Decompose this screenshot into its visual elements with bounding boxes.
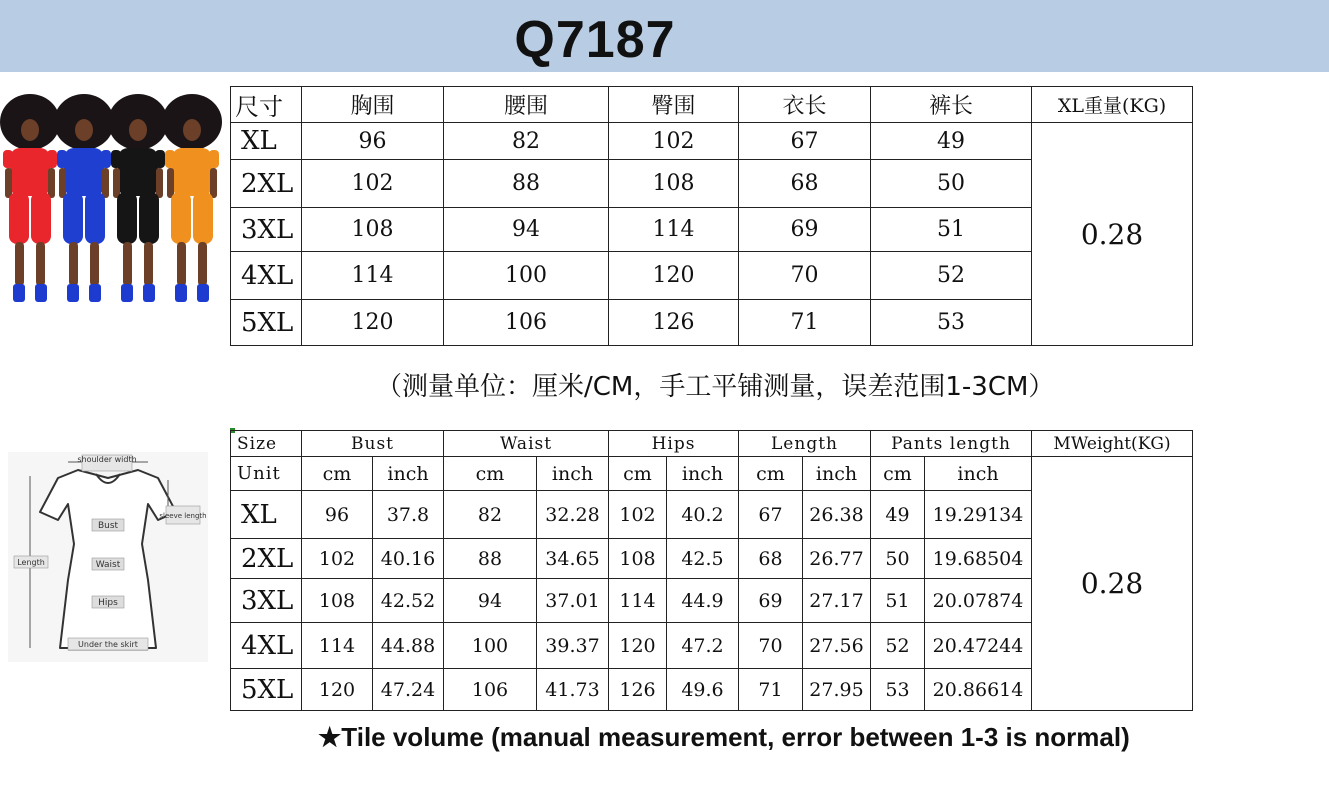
diagram-label-sleeve: sleeve length [159, 512, 207, 520]
hips-cell: 102 [609, 123, 739, 160]
hips-cell: 108 [609, 160, 739, 208]
unit-cell: inch [373, 457, 444, 491]
length-inch-cell: 26.77 [803, 539, 871, 579]
model-blue [54, 94, 114, 302]
pants-cell: 52 [871, 252, 1032, 300]
hips-cm-cell: 114 [609, 579, 667, 623]
hips-cell: 126 [609, 300, 739, 346]
weight-cell: 0.28 [1032, 123, 1193, 346]
header-cell: 尺寸 [231, 87, 302, 123]
length-cm-cell: 68 [739, 539, 803, 579]
unit-cell: cm [609, 457, 667, 491]
waist-cm-cell: 82 [444, 491, 537, 539]
bust-inch-cell: 42.52 [373, 579, 444, 623]
hips-inch-cell: 40.2 [667, 491, 739, 539]
header-cell: 腰围 [444, 87, 609, 123]
size-cell: 3XL [231, 208, 302, 252]
hips-cm-cell: 102 [609, 491, 667, 539]
diagram-label-bust: Bust [97, 521, 119, 531]
waist-cm-cell: 106 [444, 669, 537, 711]
size-cell: 5XL [231, 300, 302, 346]
length-cm-cell: 69 [739, 579, 803, 623]
waist-inch-cell: 39.37 [537, 623, 609, 669]
pants-cm-cell: 53 [871, 669, 925, 711]
measurement-note-cn: （测量单位：厘米/CM，手工平铺测量，误差范围1-3CM） [376, 372, 1055, 402]
waist-cell: 94 [444, 208, 609, 252]
waist-cell: 88 [444, 160, 609, 208]
bust-cm-cell: 102 [302, 539, 373, 579]
pants-cell: 50 [871, 160, 1032, 208]
header-cell: XL重量(KG) [1032, 87, 1193, 123]
bust-inch-cell: 44.88 [373, 623, 444, 669]
pants-cell: 49 [871, 123, 1032, 160]
bust-cell: 114 [302, 252, 444, 300]
size-cell: 4XL [231, 252, 302, 300]
unit-row [231, 457, 1193, 491]
pants-cm-cell: 51 [871, 579, 925, 623]
pants-cell: 53 [871, 300, 1032, 346]
length-cm-cell: 71 [739, 669, 803, 711]
bust-cell: 96 [302, 123, 444, 160]
hips-cm-cell: 126 [609, 669, 667, 711]
diagram-label-waist: Waist [95, 560, 121, 570]
length-cell: 70 [739, 252, 871, 300]
bust-cm-cell: 108 [302, 579, 373, 623]
pants-cm-cell: 50 [871, 539, 925, 579]
unit-cell: cm [871, 457, 925, 491]
hips-inch-cell: 42.5 [667, 539, 739, 579]
waist-cell: 100 [444, 252, 609, 300]
waist-inch-cell: 37.01 [537, 579, 609, 623]
models-photo [0, 92, 226, 316]
waist-cm-cell: 94 [444, 579, 537, 623]
hips-inch-cell: 47.2 [667, 623, 739, 669]
product-code: Q7187 [514, 11, 676, 69]
model-orange [162, 94, 222, 302]
bust-inch-cell: 40.16 [373, 539, 444, 579]
hips-cm-cell: 120 [609, 623, 667, 669]
hips-cell: 120 [609, 252, 739, 300]
pants-inch-cell: 19.29134 [925, 491, 1032, 539]
header-cell: 衣长 [739, 87, 871, 123]
length-inch-cell: 26.38 [803, 491, 871, 539]
length-cm-cell: 70 [739, 623, 803, 669]
size-cell: XL [231, 123, 302, 160]
waist-cell: 82 [444, 123, 609, 160]
waist-inch-cell: 34.65 [537, 539, 609, 579]
size-table-en [230, 430, 1193, 711]
model-black [108, 94, 168, 302]
size-table-cn [230, 86, 1193, 346]
pants-cell: 51 [871, 208, 1032, 252]
size-cell: 3XL [231, 579, 302, 623]
diagram-label-skirt: Under the skirt [78, 640, 138, 649]
header-cell: Size [231, 431, 302, 457]
waist-cm-cell: 100 [444, 623, 537, 669]
table-row [231, 123, 1193, 160]
diagram-label-hips: Hips [98, 598, 118, 608]
bust-cm-cell: 96 [302, 491, 373, 539]
weight-cell: 0.28 [1032, 457, 1193, 711]
table-header-row [231, 87, 1193, 123]
length-cell: 67 [739, 123, 871, 160]
pants-inch-cell: 20.47244 [925, 623, 1032, 669]
unit-cell: cm [739, 457, 803, 491]
diagram-label-length: Length [17, 558, 45, 567]
measurement-note-en: ★Tile volume (manual measurement, error between 1-3 is normal) [318, 722, 1130, 752]
length-cell: 69 [739, 208, 871, 252]
length-cell: 71 [739, 300, 871, 346]
header-cell: Length [739, 431, 871, 457]
bust-cm-cell: 114 [302, 623, 373, 669]
header-cell: Hips [609, 431, 739, 457]
length-cm-cell: 67 [739, 491, 803, 539]
waist-inch-cell: 32.28 [537, 491, 609, 539]
bust-cm-cell: 120 [302, 669, 373, 711]
unit-cell: inch [803, 457, 871, 491]
unit-cell: inch [537, 457, 609, 491]
size-cell: 5XL [231, 669, 302, 711]
pants-inch-cell: 20.86614 [925, 669, 1032, 711]
header-cell: MWeight(KG) [1032, 431, 1193, 457]
bust-inch-cell: 47.24 [373, 669, 444, 711]
size-cell: 2XL [231, 160, 302, 208]
header-cell: 胸围 [302, 87, 444, 123]
header-cell: Bust [302, 431, 444, 457]
hips-inch-cell: 44.9 [667, 579, 739, 623]
bust-cell: 120 [302, 300, 444, 346]
hips-inch-cell: 49.6 [667, 669, 739, 711]
unit-cell: cm [444, 457, 537, 491]
header-cell: Pants length [871, 431, 1032, 457]
pants-inch-cell: 20.07874 [925, 579, 1032, 623]
pants-cm-cell: 49 [871, 491, 925, 539]
model-red [0, 94, 60, 302]
hips-cell: 114 [609, 208, 739, 252]
table-header-row [231, 431, 1193, 457]
unit-cell: cm [302, 457, 373, 491]
length-inch-cell: 27.56 [803, 623, 871, 669]
pants-cm-cell: 52 [871, 623, 925, 669]
header-cell: Waist [444, 431, 609, 457]
unit-cell: Unit [231, 457, 302, 491]
header-cell: 裤长 [871, 87, 1032, 123]
diagram-label-shoulder: shoulder width [77, 455, 137, 464]
pants-inch-cell: 19.68504 [925, 539, 1032, 579]
bust-inch-cell: 37.8 [373, 491, 444, 539]
waist-cm-cell: 88 [444, 539, 537, 579]
length-cell: 68 [739, 160, 871, 208]
header-cell: 臀围 [609, 87, 739, 123]
size-cell: XL [231, 491, 302, 539]
unit-cell: inch [667, 457, 739, 491]
unit-cell: inch [925, 457, 1032, 491]
waist-cell: 106 [444, 300, 609, 346]
bust-cell: 102 [302, 160, 444, 208]
length-inch-cell: 27.17 [803, 579, 871, 623]
length-inch-cell: 27.95 [803, 669, 871, 711]
measurement-diagram [8, 452, 208, 662]
size-cell: 4XL [231, 623, 302, 669]
waist-inch-cell: 41.73 [537, 669, 609, 711]
hips-cm-cell: 108 [609, 539, 667, 579]
size-cell: 2XL [231, 539, 302, 579]
bust-cell: 108 [302, 208, 444, 252]
